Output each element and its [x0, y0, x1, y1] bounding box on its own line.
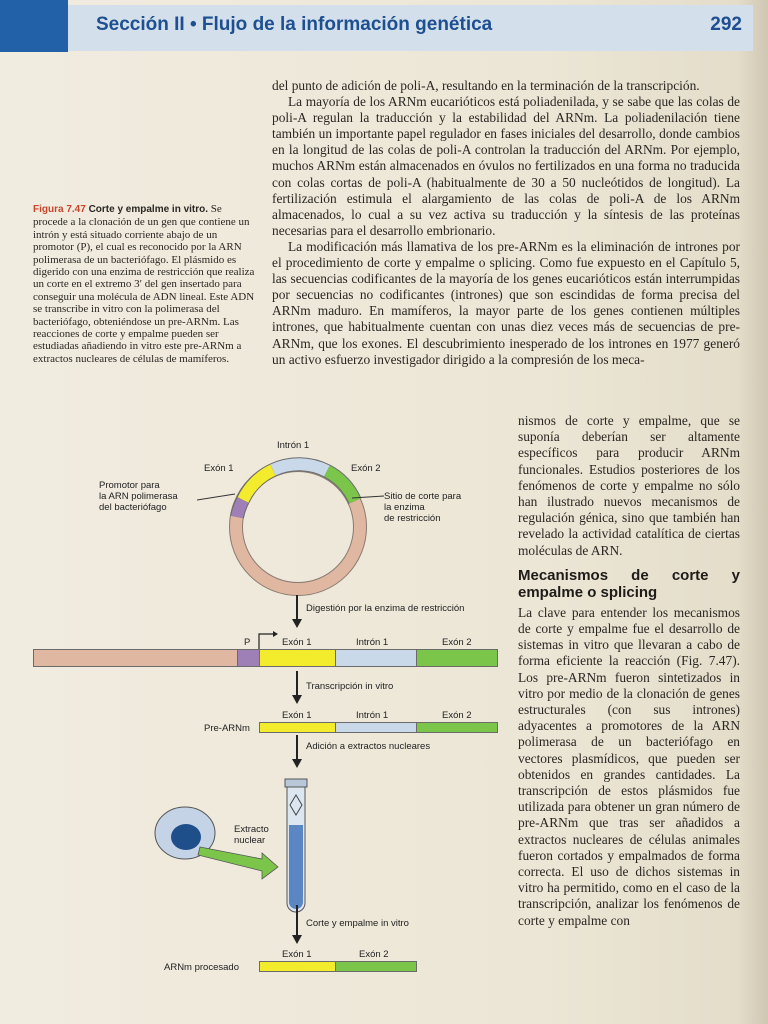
linear-vector	[33, 649, 238, 667]
linear-intron1	[335, 649, 417, 667]
transcription-start-arrow	[255, 630, 279, 650]
plasmid-exon1	[243, 470, 273, 500]
caption-figure-number: Figura 7.47	[33, 204, 86, 215]
label-cut-site: Sitio de corte para la enzima de restricción	[384, 491, 462, 524]
label-digestion: Digestión por la enzima de restricción	[306, 603, 465, 614]
header-color-block	[0, 0, 68, 52]
label-processed-mrna: ARNm procesado	[164, 962, 239, 973]
promoter-pointer	[197, 490, 237, 504]
label-pre-intron1: Intrón 1	[356, 710, 389, 721]
label-intron1-top: Intrón 1	[277, 440, 310, 451]
figure-caption	[33, 203, 255, 365]
label-linear-intron1: Intrón 1	[356, 637, 389, 648]
processed-exon1	[259, 961, 336, 972]
label-exon1-top: Exón 1	[204, 463, 234, 474]
label-extract-step: Adición a extractos nucleares	[306, 741, 431, 752]
page-number: 292	[710, 14, 742, 35]
plasmid-intron1	[273, 464, 327, 471]
label-pre-exon2: Exón 2	[442, 710, 472, 721]
label-linear-exon2: Exón 2	[442, 637, 472, 648]
label-pre-exon1: Exón 1	[282, 710, 312, 721]
caption-title: Corte y empalme in vitro.	[88, 204, 209, 215]
label-linear-exon1: Exón 1	[282, 637, 312, 648]
main-text	[272, 78, 740, 368]
processed-exon2	[335, 961, 417, 972]
arrow-extract	[290, 735, 304, 769]
arrow-transcription	[290, 671, 304, 705]
linear-exon2	[416, 649, 498, 667]
right-column-text	[518, 413, 740, 929]
paragraph-1: del punto de adición de poli-A, resultando en la terminación de la transcripción.	[272, 78, 700, 93]
label-pre-mrna: Pre-ARNm	[204, 723, 250, 734]
section-title: Sección II • Flujo de la información genética	[96, 14, 493, 35]
label-final-exon1: Exón 1	[282, 949, 312, 960]
subheading: Mecanismos de corte y empalme o splicing	[518, 566, 740, 601]
cut-site-pointer	[350, 490, 386, 504]
linear-promoter	[237, 649, 260, 667]
arrow-splicing	[290, 905, 304, 945]
pre-mrna-intron1	[335, 722, 417, 733]
paragraph-3-continued: nismos de corte y empalme, que se suponía deberían ser altamente específicos para producir ARNm funcionales. Estudios posteriores de los fenómenos de corte y empalme no sólo han ilustrado nuevos mecanismos de regulación génica, sino que también han revelado la actividad catalítica de ciertas moléculas de ARN.	[518, 413, 740, 558]
pre-mrna-exon2	[416, 722, 498, 733]
linear-exon1	[259, 649, 336, 667]
paragraph-3: La modificación más llamativa de los pre-ARNm es la eliminación de intrones por el procedimiento de corte y empalme o splicing. Como fue expuesto en el Capítulo 5, las secuencias codificantes de la mayoría de los genes eucarióticos están interrumpidas por secuencias no codificantes (intrones) que son escindidas de forma precisa del ARNm maduro. En mamíferos, la mayor parte de los genes contienen múltiples intrones, que habitualmente cuentan con unas diez veces más de secuencias de pre-ARNm, que los exones. El descubrimiento inesperado de los intrones en 1977 generó un activo esfuerzo investigador dirigido a la compresión de los meca-	[272, 238, 740, 367]
label-splicing-step: Corte y empalme in vitro	[306, 918, 409, 929]
pre-mrna-exon1	[259, 722, 336, 733]
tube-and-cell	[150, 775, 320, 925]
paragraph-2: La mayoría de los ARNm eucarióticos está poliadenilada, y se sabe que las colas de poli-A regulan la traducción y la estabilidad del ARNm. La poliadenilación tiene también un importante papel regulador en fases iniciales del desarrollo, donde cambios en la longitud de las colas de poli-A controlan la traducción del ARNm. Por ejemplo, muchos ARNm están almacenados en óvulos no fertilizados en una forma no traducida con colas cortas de poli-A (habitualmente de 30 a 50 nucleótidos de longitud). La fertilización estimula el alargamiento de las colas de poli-A de los ARNm almacenados, lo cual a su vez activa su traducción y la síntesis de las proteínas necesarias para el desarrollo embrionario.	[272, 94, 740, 238]
label-transcription: Transcripción in vitro	[306, 681, 394, 692]
caption-text: Se procede a la clonación de un gen que contiene un intrón y está situado corriente abajo de un promotor (P), el cual es reconocido por la ARN polimerasa de un bacteriófago. El plásmido es digerido con una enzima de restricción que realiza un corte en el extremo 3′ del gen insertado para conseguir una molécula de ADN lineal. Este ADN se transcribe in vitro con la polimerasa del bacteriófago, obteniéndose un pre-ARNm. Las reacciones de corte y empalme pueden ser estudiadas añadiendo in vitro este pre-ARNm a extractos nucleares de células de mamíferos.	[33, 203, 255, 365]
label-promoter: Promotor para la ARN polimerasa del bacteriófago	[99, 480, 178, 513]
label-promoter-p: P	[244, 637, 251, 648]
label-nuclear-extract: Extracto nuclear	[234, 824, 269, 846]
arrow-digestion	[290, 595, 304, 629]
label-final-exon2: Exón 2	[359, 949, 389, 960]
plasmid-promoter	[237, 500, 243, 517]
paragraph-4: La clave para entender los mecanismos de corte y empalme fue el desarrollo de sistemas in vitro que llevaran a cabo de forma eficiente la reacción (Fig. 7.47). Los pre-ARNm fueron sintetizados in vitro por medio de la clonación de genes estructurales (con sus intrones) adyacentes a promotores de la ARN polimerasa de un bacteriófago en vectores plasmídicos, que pueden ser obtenidos en grandes cantidades. La transcripción de estos plásmidos fue utilizada para obtener un gran número de pre-ARNm que tras ser añadidos a extractos nucleares de células animales fueron cortados y empalmados de forma correcta. El uso de dichos sistemas in vitro ha permitido, como en el caso de la transcripción, analizar los fenómenos de corte y empalme con	[518, 604, 740, 928]
label-exon2-top: Exón 2	[351, 463, 381, 474]
